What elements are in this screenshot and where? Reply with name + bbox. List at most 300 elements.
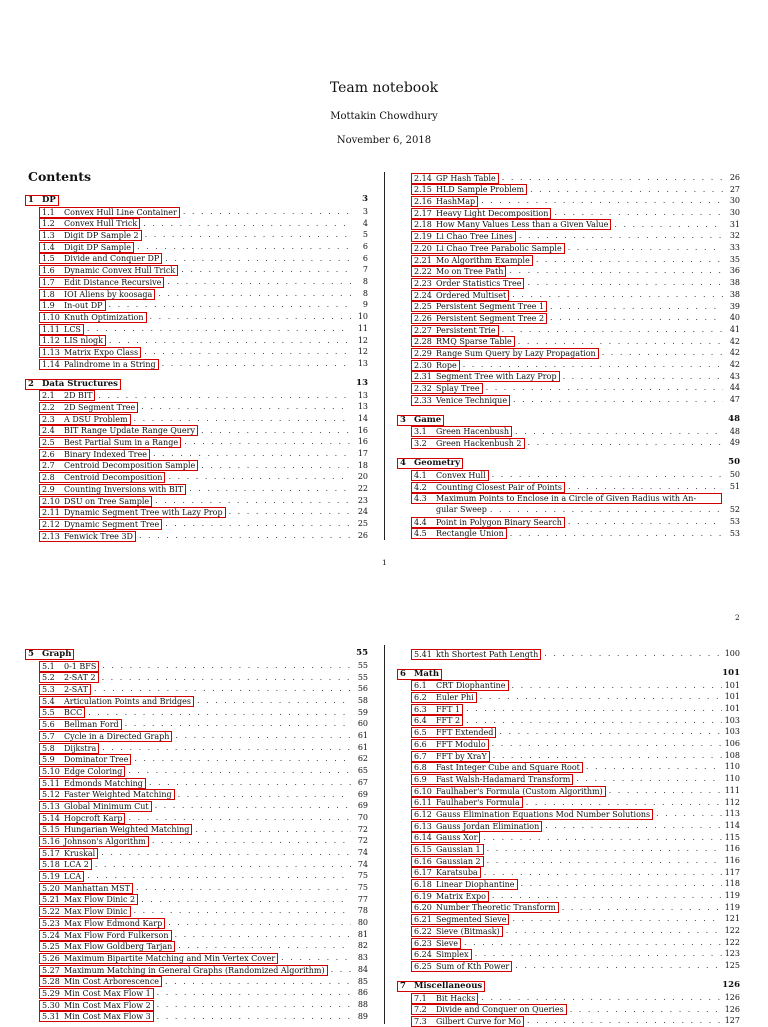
toc-entry-link[interactable] xyxy=(39,918,165,929)
toc-entry[interactable] xyxy=(400,184,740,196)
toc-page-number: 12 xyxy=(357,335,368,345)
toc-dot-leader xyxy=(576,773,721,785)
toc-page-number: 16 xyxy=(357,437,368,447)
toc-entry-number: 2.9 xyxy=(42,484,55,494)
toc-entry[interactable] xyxy=(28,789,368,801)
toc-entry-link[interactable] xyxy=(39,324,84,335)
toc-entry-number: 5.1 xyxy=(42,661,55,671)
toc-entry-link[interactable] xyxy=(411,914,509,925)
toc-entry-link[interactable] xyxy=(411,715,463,726)
toc-entry[interactable] xyxy=(28,264,368,276)
toc-entry[interactable] xyxy=(400,394,740,406)
toc-entry-title: Karatsuba xyxy=(436,868,478,878)
toc-section-entry[interactable] xyxy=(28,194,368,206)
toc-entry-link[interactable] xyxy=(39,988,154,999)
toc-page-number: 47 xyxy=(729,395,740,405)
toc-entry[interactable] xyxy=(28,413,368,425)
toc-dot-leader xyxy=(550,312,723,324)
toc-entry-link[interactable] xyxy=(411,809,653,820)
toc-page-number: 106 xyxy=(724,739,740,749)
toc-entry[interactable] xyxy=(28,812,368,824)
toc-entry-link[interactable] xyxy=(39,707,85,718)
toc-entry-link[interactable] xyxy=(411,482,565,493)
toc-section-entry[interactable] xyxy=(400,414,740,426)
toc-entry-number: 2.31 xyxy=(414,372,432,382)
toc-entry-link[interactable] xyxy=(411,704,463,715)
toc-entry-number: 1.5 xyxy=(42,254,55,264)
toc-page-number: 52 xyxy=(729,505,740,515)
toc-entry[interactable] xyxy=(28,765,368,777)
toc-entry[interactable] xyxy=(400,266,740,278)
toc-page-number: 50 xyxy=(729,470,740,480)
toc-entry[interactable] xyxy=(28,276,368,288)
toc-entry-link[interactable] xyxy=(39,953,278,964)
toc-entry-link[interactable] xyxy=(39,218,140,229)
toc-entry[interactable] xyxy=(400,726,740,738)
toc-entry-link[interactable] xyxy=(39,460,198,471)
toc-entry[interactable] xyxy=(28,695,368,707)
toc-entry[interactable] xyxy=(400,437,740,449)
toc-entry-link[interactable] xyxy=(411,926,503,937)
toc-entry-link[interactable] xyxy=(39,312,147,323)
toc-entry-link[interactable] xyxy=(39,672,99,683)
toc-entry-title: Sum of Kth Power xyxy=(436,961,510,971)
toc-entry[interactable] xyxy=(28,894,368,906)
toc-entry[interactable] xyxy=(28,390,368,402)
toc-entry-link[interactable] xyxy=(411,383,483,394)
toc-entry-link[interactable] xyxy=(39,414,131,425)
toc-entry-link[interactable] xyxy=(39,484,186,495)
toc-entry-title: Centroid Decomposition Sample xyxy=(64,461,196,471)
toc-entry[interactable] xyxy=(28,358,368,370)
toc-entry[interactable] xyxy=(28,941,368,953)
toc-entry-link[interactable] xyxy=(39,265,178,276)
toc-entry-link[interactable] xyxy=(39,425,198,436)
toc-entry-link[interactable] xyxy=(411,832,480,843)
toc-entry[interactable] xyxy=(28,507,368,519)
toc-entry-link[interactable] xyxy=(39,449,150,460)
toc-entry[interactable] xyxy=(28,999,368,1011)
toc-entry[interactable] xyxy=(28,824,368,836)
toc-entry[interactable] xyxy=(400,324,740,336)
toc-entry[interactable] xyxy=(400,878,740,890)
toc-entry[interactable] xyxy=(28,483,368,495)
toc-entry-link[interactable] xyxy=(411,278,524,289)
toc-entry[interactable] xyxy=(400,277,740,289)
toc-entry[interactable] xyxy=(28,460,368,472)
toc-entry-number: 2.13 xyxy=(42,531,60,541)
toc-entry[interactable] xyxy=(400,797,740,809)
toc-entry-link[interactable] xyxy=(411,949,472,960)
toc-entry-link[interactable] xyxy=(39,883,133,894)
toc-page-number: 126 xyxy=(724,992,740,1002)
toc-entry-link[interactable] xyxy=(39,437,181,448)
toc-entry[interactable] xyxy=(400,481,740,493)
toc-entry-link[interactable] xyxy=(411,290,509,301)
toc-entry-link[interactable] xyxy=(411,301,547,312)
toc-entry-link[interactable] xyxy=(411,313,547,324)
toc-entry[interactable] xyxy=(400,762,740,774)
toc-entry-link[interactable] xyxy=(39,507,226,518)
toc-entry-link[interactable] xyxy=(39,347,141,358)
toc-entry-link[interactable] xyxy=(411,727,496,738)
toc-entry[interactable] xyxy=(28,253,368,265)
toc-entry-link[interactable] xyxy=(411,395,510,406)
toc-entry-link[interactable] xyxy=(39,696,194,707)
toc-section-entry[interactable] xyxy=(28,648,368,660)
toc-entry-link[interactable] xyxy=(39,906,131,917)
toc-entry[interactable] xyxy=(28,905,368,917)
toc-dot-leader xyxy=(145,229,351,241)
toc-dot-leader xyxy=(167,276,351,288)
toc-entry[interactable] xyxy=(400,1004,740,1016)
toc-entry-link[interactable] xyxy=(39,472,165,483)
toc-entry[interactable] xyxy=(400,172,740,184)
toc-entry[interactable] xyxy=(28,976,368,988)
toc-entry[interactable] xyxy=(400,960,740,972)
toc-entry-link[interactable] xyxy=(411,902,559,913)
toc-entry-link[interactable] xyxy=(39,778,146,789)
toc-entry-link[interactable] xyxy=(411,208,551,219)
toc-entry[interactable] xyxy=(28,718,368,730)
toc-entry-link[interactable] xyxy=(39,976,162,987)
toc-entry-link[interactable] xyxy=(39,836,149,847)
toc-entry-link[interactable] xyxy=(39,496,152,507)
toc-entry-link[interactable] xyxy=(411,219,611,230)
toc-entry-link[interactable] xyxy=(39,743,99,754)
toc-page-number: 56 xyxy=(357,684,368,694)
toc-entry[interactable] xyxy=(28,859,368,871)
toc-entry-number: 6.3 xyxy=(414,704,427,714)
toc-entry[interactable] xyxy=(400,648,740,660)
toc-entry-link[interactable] xyxy=(411,184,527,195)
toc-entry[interactable] xyxy=(400,301,740,313)
toc-entry[interactable] xyxy=(28,401,368,413)
toc-entry-link[interactable] xyxy=(411,762,583,773)
toc-entry[interactable] xyxy=(400,750,740,762)
toc-entry-link[interactable] xyxy=(39,253,162,264)
toc-entry[interactable] xyxy=(400,925,740,937)
toc-entry[interactable] xyxy=(28,987,368,999)
toc-entry-link[interactable] xyxy=(39,731,172,742)
toc-entry[interactable] xyxy=(400,230,740,242)
toc-dot-leader xyxy=(143,218,351,230)
toc-entry-link[interactable] xyxy=(411,517,565,528)
toc-entry-title: Max Flow Edmond Karp xyxy=(64,918,163,928)
toc-entry-link[interactable] xyxy=(39,359,159,370)
toc-entry-title: Maximum Bipartite Matching and Min Vertex Cover xyxy=(64,953,276,963)
toc-entry-link[interactable] xyxy=(411,243,565,254)
toc-entry[interactable] xyxy=(28,870,368,882)
toc-section-link[interactable] xyxy=(25,195,59,206)
toc-section-link[interactable] xyxy=(397,981,485,992)
toc-entry-link[interactable] xyxy=(411,891,489,902)
toc-entry-link[interactable] xyxy=(39,894,138,905)
toc-entry[interactable] xyxy=(400,493,740,505)
toc-entry[interactable] xyxy=(400,195,740,207)
toc-entry-link[interactable] xyxy=(411,692,477,703)
toc-entry[interactable] xyxy=(400,867,740,879)
toc-entry-link[interactable] xyxy=(39,207,180,218)
toc-page-number: 14 xyxy=(357,413,368,423)
toc-entry[interactable] xyxy=(400,773,740,785)
toc-page-number: 119 xyxy=(724,891,740,901)
toc-entry[interactable] xyxy=(400,1015,740,1027)
toc-entry[interactable] xyxy=(28,660,368,672)
toc-entry-link[interactable] xyxy=(39,531,136,542)
toc-entry-link[interactable] xyxy=(411,774,573,785)
toc-entry-link[interactable] xyxy=(39,230,142,241)
toc-entry[interactable] xyxy=(28,518,368,530)
toc-entry[interactable] xyxy=(28,742,368,754)
toc-entry-link[interactable] xyxy=(39,335,106,346)
toc-entry[interactable] xyxy=(28,448,368,460)
toc-entry[interactable] xyxy=(400,785,740,797)
toc-entry-title: Sieve xyxy=(436,938,459,948)
toc-entry-link[interactable] xyxy=(39,930,172,941)
toc-entry-link[interactable] xyxy=(39,766,125,777)
toc-entry-link[interactable] xyxy=(39,871,84,882)
toc-entry-link[interactable] xyxy=(39,824,192,835)
toc-entry-link[interactable] xyxy=(39,1011,154,1022)
toc-entry-link[interactable] xyxy=(411,961,512,972)
toc-entry[interactable] xyxy=(400,289,740,301)
toc-page-number: 69 xyxy=(357,801,368,811)
toc-entry-link[interactable] xyxy=(411,255,533,266)
toc-entry-link[interactable] xyxy=(39,519,162,530)
toc-entry-link[interactable] xyxy=(39,289,155,300)
toc-section-entry[interactable] xyxy=(400,980,740,992)
toc-entry-number: 2.15 xyxy=(414,185,432,195)
toc-entry[interactable] xyxy=(28,777,368,789)
toc-entry[interactable] xyxy=(400,516,740,528)
toc-entry[interactable] xyxy=(28,952,368,964)
toc-entry[interactable] xyxy=(400,832,740,844)
toc-entry[interactable] xyxy=(28,206,368,218)
toc-entry-number: 7.1 xyxy=(414,993,427,1003)
toc-entry-link[interactable] xyxy=(411,528,507,539)
toc-entry-title: Simplex xyxy=(436,950,469,960)
toc-entry-link[interactable] xyxy=(39,402,138,413)
toc-entry-link[interactable] xyxy=(411,821,542,832)
toc-entry[interactable] xyxy=(400,528,740,540)
toc-entry[interactable] xyxy=(400,843,740,855)
toc-entry[interactable] xyxy=(28,835,368,847)
toc-entry[interactable] xyxy=(400,738,740,750)
toc-entry-link[interactable] xyxy=(39,390,95,401)
toc-entry-link[interactable] xyxy=(39,801,152,812)
toc-entry-link[interactable] xyxy=(411,1016,524,1027)
toc-entry[interactable] xyxy=(28,929,368,941)
toc-entry[interactable] xyxy=(400,691,740,703)
toc-entry-link[interactable] xyxy=(411,426,512,437)
toc-page-number: 89 xyxy=(357,1011,368,1021)
toc-entry-link[interactable] xyxy=(39,1000,154,1011)
toc-entry-link[interactable] xyxy=(39,789,175,800)
toc-entry[interactable] xyxy=(28,917,368,929)
toc-entry[interactable] xyxy=(28,530,368,542)
toc-entry[interactable] xyxy=(28,335,368,347)
toc-entry[interactable] xyxy=(400,937,740,949)
toc-page-number: 8 xyxy=(362,277,368,287)
toc-dot-leader xyxy=(487,843,722,855)
toc-page-number: 13 xyxy=(357,358,368,368)
toc-entry-title: Best Partial Sum in a Range xyxy=(64,438,179,448)
toc-entry-link[interactable] xyxy=(411,470,489,481)
toc-entry[interactable] xyxy=(400,703,740,715)
toc-entry-link[interactable] xyxy=(39,719,122,730)
toc-entry-link[interactable] xyxy=(411,231,516,242)
toc-entry[interactable] xyxy=(28,241,368,253)
toc-entry-link[interactable] xyxy=(39,965,328,976)
toc-entry-link[interactable] xyxy=(411,844,484,855)
toc-entry[interactable] xyxy=(400,715,740,727)
toc-entry[interactable] xyxy=(400,949,740,961)
toc-entry[interactable] xyxy=(400,347,740,359)
toc-entry[interactable] xyxy=(400,207,740,219)
toc-entry[interactable] xyxy=(400,890,740,902)
toc-entry-title: LCA xyxy=(64,872,82,882)
toc-section-entry[interactable] xyxy=(400,457,740,469)
toc-dot-leader xyxy=(463,359,723,371)
toc-entry-number: 1.14 xyxy=(42,359,60,369)
toc-entry-link[interactable] xyxy=(411,348,599,359)
toc-entry[interactable] xyxy=(28,1011,368,1023)
toc-page-number: 3 xyxy=(362,206,368,216)
toc-entry[interactable] xyxy=(400,242,740,254)
toc-section-title: Geometry xyxy=(414,458,461,469)
toc-entry[interactable] xyxy=(28,311,368,323)
toc-entry[interactable] xyxy=(28,800,368,812)
toc-dot-leader xyxy=(201,460,351,472)
toc-entry-link[interactable] xyxy=(39,754,131,765)
toc-entry[interactable] xyxy=(28,683,368,695)
toc-entry-number: 2.33 xyxy=(414,395,432,405)
toc-dot-leader xyxy=(102,660,351,672)
toc-page-number: 78 xyxy=(357,906,368,916)
toc-entry-link[interactable] xyxy=(39,848,98,859)
toc-entry[interactable] xyxy=(28,471,368,483)
toc-entry[interactable] xyxy=(28,323,368,335)
toc-entry[interactable] xyxy=(28,882,368,894)
toc-entry[interactable] xyxy=(28,847,368,859)
toc-entry[interactable] xyxy=(400,382,740,394)
toc-entry[interactable] xyxy=(400,469,740,481)
toc-entry[interactable] xyxy=(400,992,740,1004)
toc-entry-link[interactable] xyxy=(411,1004,567,1015)
toc-entry-link[interactable] xyxy=(411,360,460,371)
toc-entry-link[interactable] xyxy=(411,336,515,347)
toc-entry-link[interactable] xyxy=(411,438,525,449)
toc-page-number: 13 xyxy=(356,377,368,388)
toc-entry-link[interactable] xyxy=(39,684,91,695)
toc-section-entry[interactable] xyxy=(400,668,740,680)
toc-entry[interactable] xyxy=(28,288,368,300)
toc-dot-leader xyxy=(464,937,722,949)
toc-entry-link[interactable] xyxy=(39,300,106,311)
toc-entry[interactable] xyxy=(400,855,740,867)
toc-entry[interactable] xyxy=(400,680,740,692)
toc-entry[interactable] xyxy=(400,820,740,832)
toc-entry[interactable] xyxy=(400,902,740,914)
toc-entry[interactable] xyxy=(400,426,740,438)
toc-entry-link[interactable] xyxy=(411,879,518,890)
toc-section-number: 5 xyxy=(28,649,34,659)
toc-entry-link[interactable] xyxy=(411,797,523,808)
toc-section-link[interactable] xyxy=(397,415,444,426)
toc-entry-link[interactable] xyxy=(411,938,461,949)
toc-entry[interactable] xyxy=(28,754,368,766)
toc-section-link[interactable] xyxy=(397,458,463,469)
toc-entry-continuation xyxy=(400,504,740,516)
toc-entry-link[interactable] xyxy=(411,371,560,382)
toc-entry[interactable] xyxy=(400,913,740,925)
toc-entry[interactable] xyxy=(28,218,368,230)
toc-entry-number: 5.41 xyxy=(414,649,432,659)
toc-entry-title: Gauss Xor xyxy=(436,833,478,843)
toc-entry-link[interactable] xyxy=(39,859,92,870)
toc-entry-link[interactable] xyxy=(411,493,722,504)
toc-entry[interactable] xyxy=(28,707,368,719)
toc-entry[interactable] xyxy=(28,672,368,684)
toc-section-link[interactable] xyxy=(397,669,442,680)
toc-entry-link[interactable] xyxy=(39,277,164,288)
toc-entry-link[interactable] xyxy=(411,739,489,750)
toc-section-link[interactable] xyxy=(25,649,74,660)
toc-entry-link[interactable] xyxy=(411,993,478,1004)
toc-entry-link[interactable] xyxy=(411,649,541,660)
toc-entry[interactable] xyxy=(28,300,368,312)
toc-entry-number: 2.25 xyxy=(414,302,432,312)
toc-entry[interactable] xyxy=(400,359,740,371)
toc-entry[interactable] xyxy=(28,425,368,437)
toc-dot-leader xyxy=(518,336,723,348)
toc-entry[interactable] xyxy=(400,312,740,324)
toc-dot-leader xyxy=(545,820,721,832)
toc-section-entry[interactable] xyxy=(28,378,368,390)
toc-entry[interactable] xyxy=(400,808,740,820)
toc-entry-link[interactable] xyxy=(411,786,606,797)
toc-entry-link[interactable] xyxy=(411,173,499,184)
toc-entry-link[interactable] xyxy=(39,813,125,824)
toc-entry[interactable] xyxy=(400,371,740,383)
toc-section-link[interactable] xyxy=(25,379,121,390)
toc-entry-title: Green Hacenbush xyxy=(436,427,510,437)
toc-entry-link[interactable] xyxy=(411,856,484,867)
toc-entry[interactable] xyxy=(28,964,368,976)
toc-entry-title: Palindrome in a String xyxy=(64,359,156,369)
toc-entry-title: Min Cost Max Flow 1 xyxy=(64,988,151,998)
toc-entry[interactable] xyxy=(28,730,368,742)
toc-entry[interactable] xyxy=(28,436,368,448)
toc-entry-link[interactable] xyxy=(411,680,509,691)
toc-entry-link[interactable] xyxy=(39,941,175,952)
toc-entry[interactable] xyxy=(400,219,740,231)
toc-entry-title: BIT Range Update Range Query xyxy=(64,426,196,436)
toc-entry-link[interactable] xyxy=(411,867,481,878)
toc-entry[interactable] xyxy=(28,495,368,507)
toc-entry[interactable] xyxy=(28,346,368,358)
toc-entry[interactable] xyxy=(400,254,740,266)
toc-entry-link[interactable] xyxy=(39,661,99,672)
toc-entry-link[interactable] xyxy=(411,325,499,336)
toc-entry[interactable] xyxy=(28,229,368,241)
toc-entry-link[interactable] xyxy=(411,266,506,277)
toc-entry[interactable] xyxy=(400,336,740,348)
toc-entry-link[interactable] xyxy=(411,196,478,207)
toc-entry-link[interactable] xyxy=(411,751,490,762)
toc-entry-link[interactable] xyxy=(39,242,134,253)
